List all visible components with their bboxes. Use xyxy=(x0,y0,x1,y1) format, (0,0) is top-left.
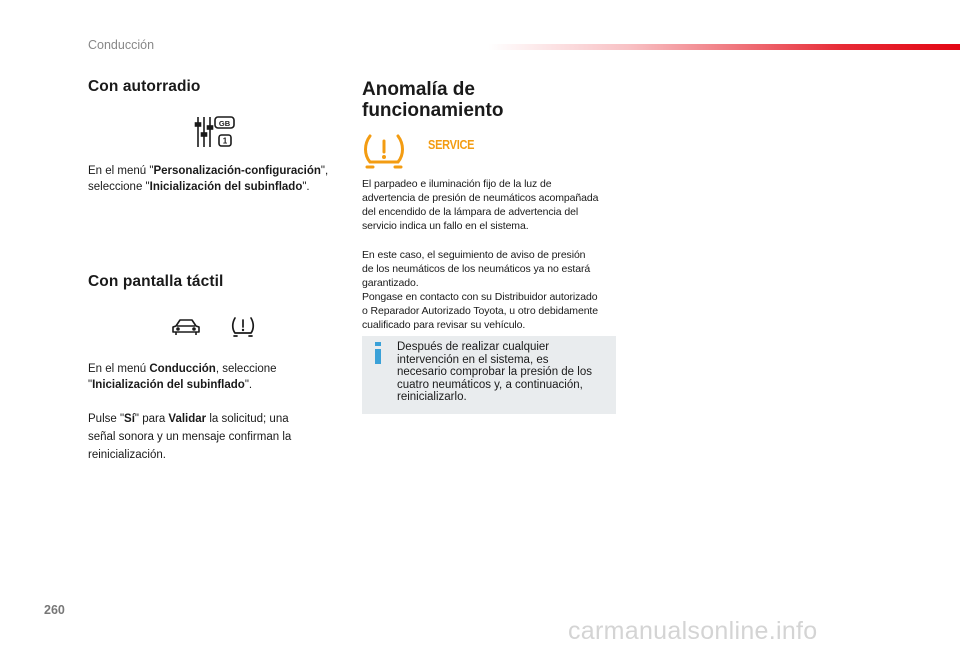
page-number: 260 xyxy=(44,603,65,617)
watermark: carmanualsonline.info xyxy=(568,617,818,645)
badge-one: 1 xyxy=(222,136,228,146)
tactil-instruction: En el menú Conducción, seleccione "Inicialización del subinflado". xyxy=(88,363,277,391)
tire-pressure-icon-small xyxy=(231,314,255,338)
car-icon xyxy=(171,317,201,337)
equalizer-icon xyxy=(194,114,236,150)
badge-gb: GB xyxy=(218,118,231,128)
section-title: Conducción xyxy=(88,38,155,52)
tactil-validate-instruction: Pulse "Sí" para Validar la solicitud; una señal sonora y un mensaje confirman la reinicialización. xyxy=(88,413,292,461)
service-warning-label: SERVICE xyxy=(428,138,475,152)
heading-anomalia: Anomalía de funcionamiento xyxy=(362,79,504,121)
header-accent-bar xyxy=(488,44,960,50)
heading-con-pantalla-tactil: Con pantalla táctil xyxy=(88,273,224,290)
anomalia-para-2: En este caso, el seguimiento de aviso de presión de los neumáticos de los neumáticos ya no estará garantizado. Pongase en contacto con su Distribuidor autorizado o Reparador Autorizado Toyota, u otro debidamente cualificado para revisar su vehículo. xyxy=(362,249,598,331)
info-icon xyxy=(373,342,383,364)
tire-pressure-warning-icon xyxy=(363,132,405,170)
heading-con-autorradio: Con autorradio xyxy=(88,78,201,95)
info-text: Después de realizar cualquier intervención en el sistema, es necesario comprobar la presión de los cuatro neumáticos y, a continuación, reinicializarlo. xyxy=(397,341,592,403)
autorradio-instruction: En el menú "Personalización-configuración", seleccione "Inicialización del subinflado". xyxy=(88,165,329,193)
anomalia-para-1: El parpadeo e iluminación fijo de la luz de advertencia de presión de neumáticos acompañada del encendido de la lámpara de advertencia del servicio indica un fallo en el sistema. xyxy=(362,178,599,232)
